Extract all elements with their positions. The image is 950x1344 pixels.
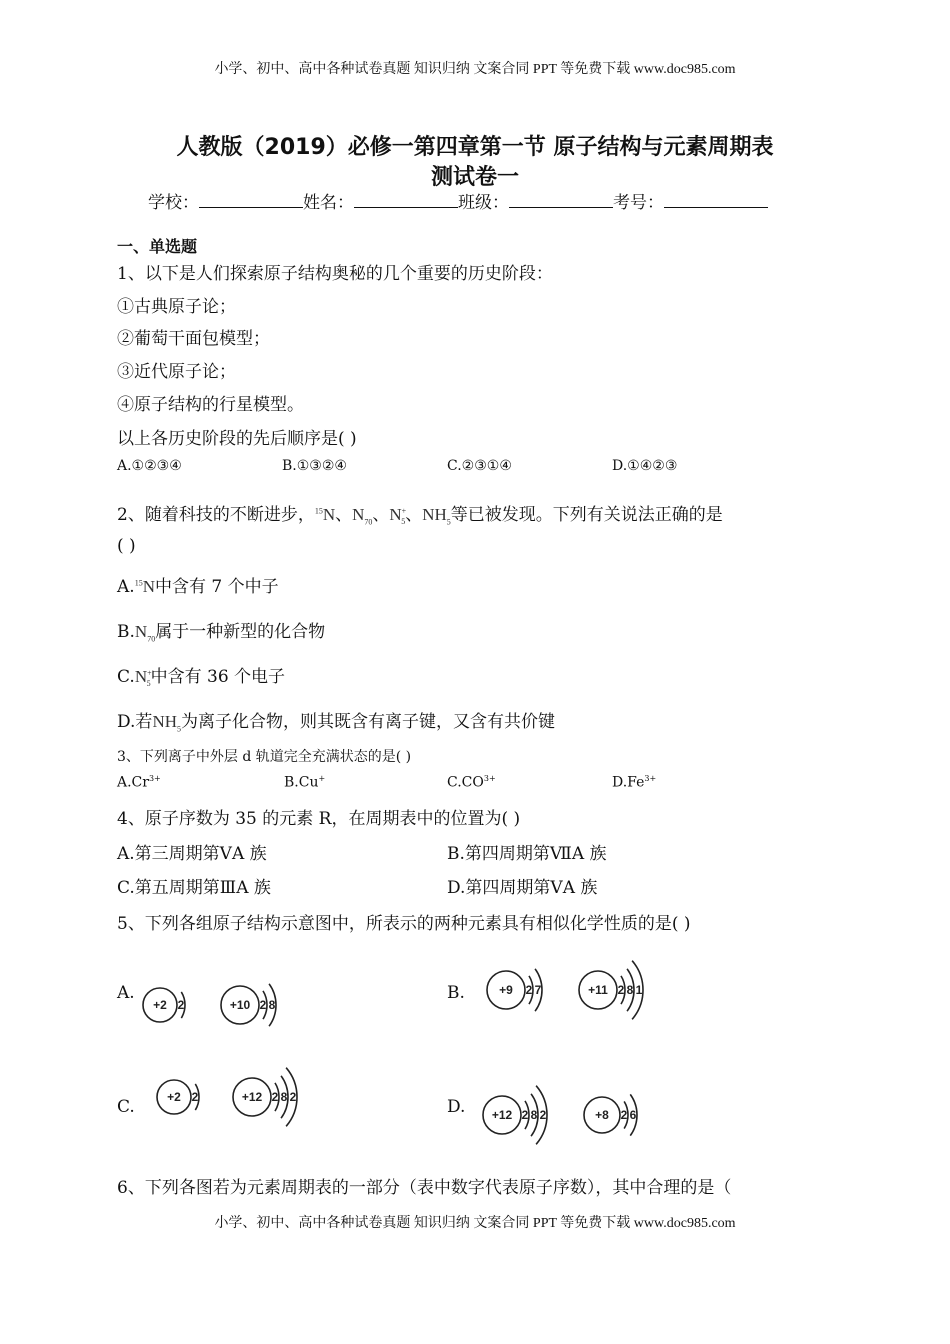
n15-symbol: $^{15}$N bbox=[314, 505, 336, 524]
atom-c2 bbox=[233, 1068, 297, 1127]
atom-a1 bbox=[143, 988, 185, 1022]
electron-shell-arc bbox=[624, 1101, 628, 1128]
q5-option-d[interactable]: D. bbox=[447, 1097, 466, 1117]
nucleus-circle bbox=[143, 988, 177, 1022]
q3-option-a[interactable]: $A.Cr^{3+}$ bbox=[117, 774, 161, 791]
electron-count: 2 bbox=[525, 983, 533, 997]
exam-title: 人教版（2019）必修一第四章第一节 原子结构与元素周期表 bbox=[176, 135, 774, 160]
school-field[interactable] bbox=[199, 193, 303, 208]
number-label: 考号： bbox=[613, 193, 664, 213]
electron-count: 8 bbox=[530, 1108, 538, 1122]
electron-shell-arc bbox=[630, 1094, 637, 1135]
q6-stem: 6、下列各图若为元素周期表的一部分（表中数字代表原子序数），其中合理的是（ bbox=[117, 1178, 732, 1198]
atom-d2 bbox=[584, 1094, 637, 1135]
nucleus-charge: +12 bbox=[241, 1090, 263, 1104]
nucleus-charge: +8 bbox=[595, 1108, 609, 1122]
name-field[interactable] bbox=[354, 193, 458, 208]
q1-ask: 以上各历史阶段的先后顺序是( ) bbox=[117, 429, 357, 449]
page-footer: 小学、初中、高中各种试卷真题 知识归纳 文案合同 PPT 等免费下载 www.doc985.com bbox=[214, 1216, 736, 1231]
nucleus-charge: +9 bbox=[499, 983, 513, 997]
electron-shell-arc bbox=[195, 1084, 199, 1110]
electron-shell-arc bbox=[536, 1086, 547, 1145]
q1-stage-4: ④原子结构的行星模型。 bbox=[117, 395, 304, 415]
nucleus-charge: +12 bbox=[491, 1108, 513, 1122]
q1-stage-1: ①古典原子论； bbox=[117, 297, 236, 317]
nucleus-circle bbox=[221, 986, 259, 1024]
electron-shell-arc bbox=[269, 984, 276, 1026]
electron-count: 2 bbox=[539, 1108, 547, 1122]
electron-shell-arc bbox=[535, 969, 542, 1011]
electron-shell-arc bbox=[275, 1083, 279, 1111]
q2-option-d[interactable]: D.若$NH_5$为离子化合物，则其既含有离子键，又含有共价键 bbox=[117, 712, 555, 734]
q1-option-b[interactable]: B.①③②④ bbox=[282, 458, 347, 474]
electron-count: 2 bbox=[617, 983, 625, 997]
electron-count: 1 bbox=[635, 983, 643, 997]
q5-option-c[interactable]: C. bbox=[117, 1097, 135, 1117]
class-field[interactable] bbox=[509, 193, 613, 208]
exam-subtitle: 测试卷一 bbox=[430, 165, 519, 190]
q1-stage-3: ③近代原子论； bbox=[117, 362, 236, 382]
electron-count: 2 bbox=[177, 998, 185, 1012]
electron-shell-arc bbox=[531, 1094, 538, 1136]
electron-shell-arc bbox=[525, 1101, 529, 1129]
n5-plus-symbol: $N^+_5$ bbox=[389, 505, 407, 527]
q5-stem: 5、下列各组原子结构示意图中，所表示的两种元素具有相似化学性质的是( ) bbox=[117, 914, 691, 934]
atom-b1 bbox=[487, 969, 542, 1011]
q5-option-b[interactable]: B. bbox=[447, 983, 465, 1003]
atom-d1 bbox=[483, 1086, 547, 1145]
electron-shell-arc bbox=[627, 969, 634, 1011]
name-label: 姓名： bbox=[303, 193, 354, 213]
nucleus-charge: +11 bbox=[588, 983, 608, 997]
nucleus-circle bbox=[579, 971, 617, 1009]
q3-option-d[interactable]: $D.Fe^{3+}$ bbox=[612, 774, 657, 791]
q3-option-c[interactable]: $C.CO^{3+}$ bbox=[447, 774, 496, 791]
electron-shell-arc bbox=[263, 991, 267, 1019]
nucleus-circle bbox=[483, 1096, 521, 1134]
q4-option-d[interactable]: D.第四周期第ⅤA 族 bbox=[447, 878, 598, 898]
electron-count: 2 bbox=[521, 1108, 529, 1122]
q4-option-a[interactable]: A.第三周期第ⅤA 族 bbox=[117, 844, 267, 864]
atom-c1 bbox=[157, 1080, 199, 1114]
page-header: 小学、初中、高中各种试卷真题 知识归纳 文案合同 PPT 等免费下载 www.doc985.com bbox=[214, 62, 736, 77]
q4-stem: 4、原子序数为 35 的元素 R，在周期表中的位置为( ) bbox=[117, 809, 521, 829]
electron-shell-arc bbox=[286, 1068, 297, 1127]
q2-paren: ( ) bbox=[117, 536, 136, 556]
q2-option-a[interactable]: A.$^{15}$N中含有 7 个中子 bbox=[117, 577, 279, 597]
electron-count: 8 bbox=[268, 998, 276, 1012]
number-field[interactable] bbox=[664, 193, 768, 208]
nucleus-charge: +2 bbox=[153, 998, 167, 1012]
q4-option-b[interactable]: B.第四周期第ⅦA 族 bbox=[447, 844, 607, 864]
electron-count: 2 bbox=[620, 1108, 628, 1122]
electron-shell-arc bbox=[632, 961, 643, 1020]
nucleus-charge: +10 bbox=[229, 998, 251, 1012]
nucleus-circle bbox=[487, 971, 525, 1009]
school-label: 学校： bbox=[148, 193, 199, 213]
electron-count: 7 bbox=[534, 983, 542, 997]
electron-shell-arc bbox=[529, 976, 533, 1004]
student-info bbox=[148, 188, 768, 213]
q2-option-c[interactable]: $C.N^+_5$中含有 36 个电子 bbox=[117, 667, 286, 689]
q2-stem: 2、随着科技的不断进步，$^{15}$N、$N_{70}$、$N^+_5$、$NH_5$等已被发现。下列有关说法正确的是 bbox=[117, 505, 723, 527]
q3-stem: 3、下列离子中外层 d 轨道完全充满状态的是( ) bbox=[117, 749, 412, 765]
q2-option-b[interactable]: $B.N_{70}$属于一种新型的化合物 bbox=[117, 622, 326, 644]
section-heading: 一、单选题 bbox=[117, 237, 198, 256]
electron-shell-arc bbox=[181, 992, 185, 1018]
q1-stem: 1、以下是人们探索原子结构奥秘的几个重要的历史阶段： bbox=[117, 264, 553, 284]
electron-count: 2 bbox=[191, 1090, 199, 1104]
q5-option-a[interactable]: A. bbox=[117, 983, 135, 1003]
atom-a2 bbox=[221, 984, 276, 1026]
nucleus-circle bbox=[157, 1080, 191, 1114]
q1-option-c[interactable]: C.②③①④ bbox=[447, 458, 512, 474]
q3-option-b[interactable]: B.Cu+ bbox=[284, 774, 326, 791]
q1-stage-2: ②葡萄干面包模型； bbox=[117, 329, 270, 349]
electron-count: 8 bbox=[280, 1090, 288, 1104]
electron-count: 2 bbox=[289, 1090, 297, 1104]
electron-shell-arc bbox=[621, 976, 625, 1004]
nucleus-charge: +2 bbox=[167, 1090, 181, 1104]
electron-count: 2 bbox=[271, 1090, 279, 1104]
n70-symbol: $N_{70}$ bbox=[352, 505, 373, 527]
q1-option-a[interactable]: A.①②③④ bbox=[117, 458, 182, 474]
class-label: 班级： bbox=[458, 193, 509, 213]
electron-count: 8 bbox=[626, 983, 634, 997]
q4-option-c[interactable]: C.第五周期第ⅢA 族 bbox=[117, 878, 271, 898]
atom-b2 bbox=[579, 961, 643, 1020]
nucleus-circle bbox=[233, 1078, 271, 1116]
q1-option-d[interactable]: D.①④②③ bbox=[612, 458, 678, 474]
electron-count: 6 bbox=[629, 1108, 637, 1122]
nh5-symbol: $NH_5$ bbox=[422, 505, 451, 527]
electron-count: 2 bbox=[259, 998, 267, 1012]
nucleus-circle bbox=[584, 1097, 620, 1133]
electron-shell-arc bbox=[281, 1076, 288, 1118]
